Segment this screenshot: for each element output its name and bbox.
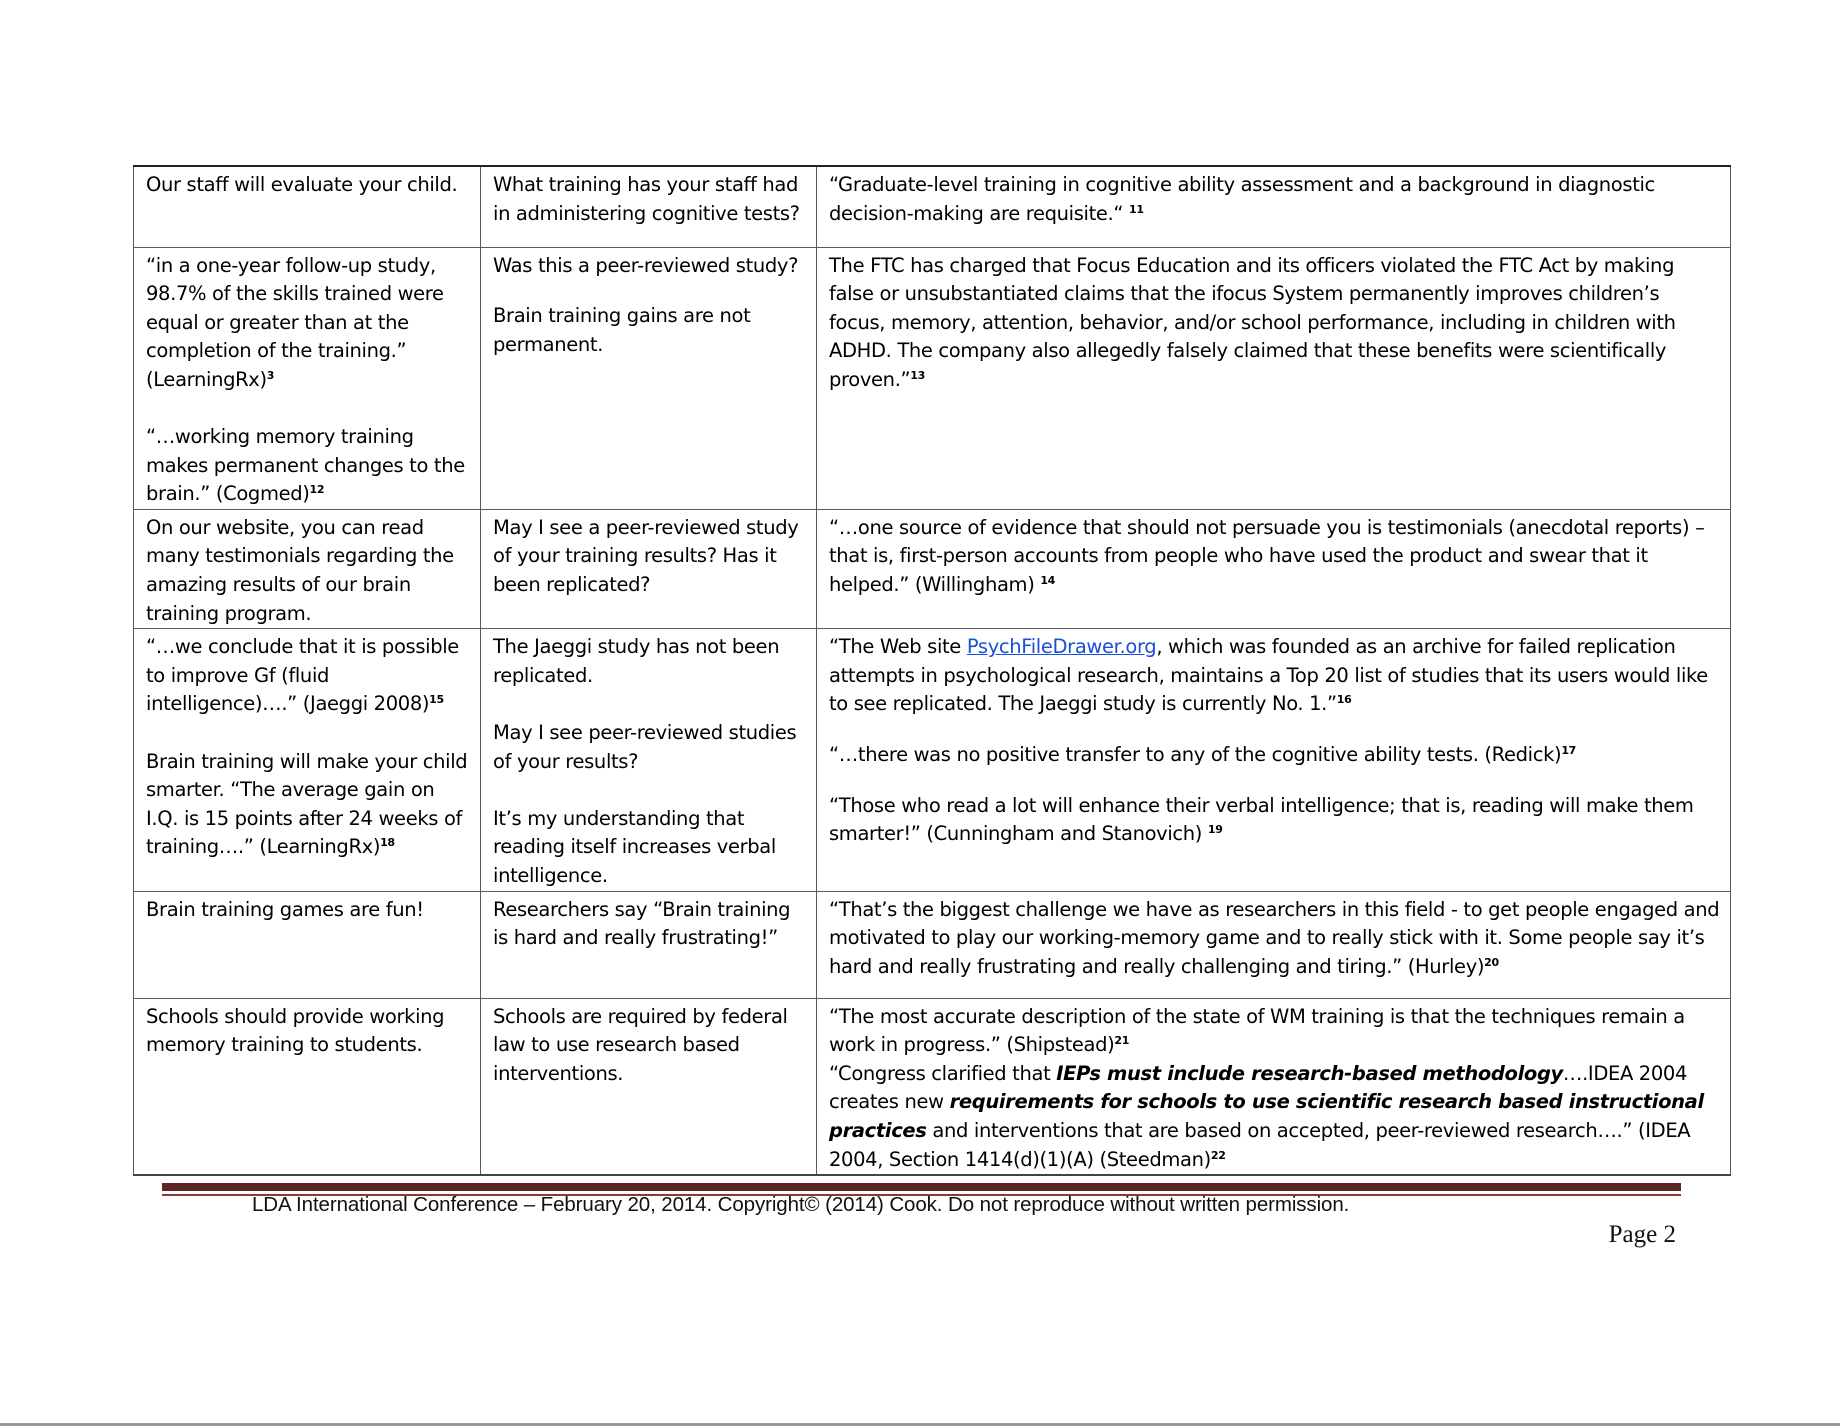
question-cell xyxy=(481,629,817,891)
evidence-text: “The most accurate description of the state of WM training is that the techniques remain a work in progress.” (Shipstead)$^{21}$ xyxy=(829,1004,1685,1057)
evidence-text: “…one source of evidence that should not persuade you is testimonials (anecdotal reports) – that is, first-person accounts from people who have used the product and swear that it helped.” (Willingham) $^{14}$ xyxy=(829,515,1705,597)
claim-cell xyxy=(134,509,481,628)
claim-text: Our staff will evaluate your child. xyxy=(146,173,458,196)
emphasis-text: requirements for schools to use scientific research based instructional practices xyxy=(829,1090,1704,1142)
footnote-ref: 18 xyxy=(380,836,395,850)
table-row xyxy=(134,509,1731,628)
claim-text: “…working memory training makes permanent changes to the brain.” (Cogmed)$^{12}$ xyxy=(146,425,465,506)
footnote-ref: 13 xyxy=(910,368,925,382)
claim-text: “in a one-year follow-up study, 98.7% of the skills trained were equal or greater than at the completion of the training.” (LearningRx)$^3$ xyxy=(146,253,444,391)
table-row xyxy=(134,629,1731,891)
question-cell xyxy=(481,166,817,247)
claim-cell xyxy=(134,891,481,998)
question-text: What training has your staff had in administering cognitive tests? xyxy=(493,173,800,225)
question-text: May I see a peer-reviewed study of your training results? Has it been replicated? xyxy=(493,515,799,597)
question-cell xyxy=(481,247,817,509)
footnote-ref: 3 xyxy=(266,368,275,382)
question-text: Brain training gains are not permanent. xyxy=(493,304,751,356)
evidence-cell xyxy=(817,998,1731,1175)
table-row xyxy=(134,247,1731,509)
evidence-text: “Congress clarified that IEPs must include research-based methodology….IDEA 2004 creates new requirements for schools to use scientific research based instructional practices and interventions that are based on accepted, peer-reviewed research….” (IDEA 2004, Section 1414(d)(1)(A) (Steedman)$^{22}$ xyxy=(829,1061,1704,1171)
claim-text: Brain training will make your child smarter. “The average gain on I.Q. is 15 points after 24 weeks of training….” (LearningRx)$^{18}$ xyxy=(146,749,468,859)
question-text: It’s my understanding that reading itself increases verbal intelligence. xyxy=(493,806,776,887)
psychfiledrawer-link[interactable]: PsychFileDrawer.org xyxy=(966,635,1157,659)
claim-cell xyxy=(134,247,481,509)
evidence-text: “Those who read a lot will enhance their verbal intelligence; that is, reading will make them smarter!” (Cunningham and Stanovich) $^{19}$ xyxy=(829,793,1694,846)
question-cell xyxy=(481,891,817,998)
claims-table xyxy=(133,165,1731,1176)
evidence-text: “…there was no positive transfer to any of the cognitive ability tests. (Redick)$^{17}$ xyxy=(829,743,1576,766)
footnote-ref: 21 xyxy=(1114,1034,1130,1048)
question-text: The Jaeggi study has not been replicated. xyxy=(493,635,780,687)
evidence-cell xyxy=(817,509,1731,628)
question-text: Researchers say “Brain training is hard and really frustrating!” xyxy=(493,897,791,950)
claim-text: Brain training games are fun! xyxy=(146,897,424,921)
footnote-ref: 12 xyxy=(309,483,325,497)
claim-text: On our website, you can read many testimonials regarding the amazing results of our brain training program. xyxy=(146,515,454,625)
claim-text: “…we conclude that it is possible to improve Gf (fluid intelligence)….” (Jaeggi 2008)$^{15}$ xyxy=(146,635,459,716)
footnote-ref: 11 xyxy=(1129,202,1144,216)
page-number: Page 2 xyxy=(1608,1221,1676,1248)
claim-text: Schools should provide working memory training to students. xyxy=(146,1004,445,1057)
table-row xyxy=(134,166,1731,247)
table-row xyxy=(134,891,1731,998)
emphasis-text: IEPs must include research-based methodology xyxy=(1056,1061,1563,1085)
evidence-cell xyxy=(817,891,1731,998)
table-row xyxy=(134,998,1731,1175)
question-text: Was this a peer-reviewed study? xyxy=(493,253,799,277)
evidence-text: “Graduate-level training in cognitive ability assessment and a background in diagnostic decision-making are requisite.“ $^{11}$ xyxy=(829,173,1655,225)
footnote-ref: 15 xyxy=(429,693,444,707)
claim-cell xyxy=(134,629,481,891)
footnote-ref: 22 xyxy=(1210,1148,1226,1162)
footnote-ref: 19 xyxy=(1207,823,1223,837)
footnote-ref: 20 xyxy=(1484,955,1499,969)
question-text: May I see peer-reviewed studies of your results? xyxy=(493,721,797,773)
evidence-text: “The Web site PsychFileDrawer.org, which was founded as an archive for failed replication attempts in psychological research, maintains a Top 20 list of studies that its users would like to see replicated. The Jaeggi study is currently No. 1.”$^{16}$ xyxy=(829,635,1708,716)
claim-cell xyxy=(134,998,481,1175)
footnote-ref: 17 xyxy=(1561,744,1576,757)
evidence-cell xyxy=(817,247,1731,509)
question-text: Schools are required by federal law to use research based interventions. xyxy=(493,1004,788,1085)
footer-rule xyxy=(162,1183,1681,1191)
claim-cell xyxy=(134,166,481,247)
evidence-text: “That’s the biggest challenge we have as researchers in this field - to get people engaged and motivated to play our working-memory game and to really stick with it. Some people say it’s hard and really frustrating and really challenging and tiring.” (Hurley)$^{20}$ xyxy=(829,897,1720,978)
question-cell xyxy=(481,998,817,1175)
footnote-ref: 16 xyxy=(1336,693,1352,707)
evidence-cell xyxy=(817,629,1731,891)
evidence-text: The FTC has charged that Focus Education and its officers violated the FTC Act by making false or unsubstantiated claims that the ifocus System permanently improves children’s focus, memory, attention, behavior, and/or school performance, including in children with ADHD. The company also allegedly falsely claimed that these benefits were scientifically proven.”$^{13}$ xyxy=(829,253,1676,391)
question-cell xyxy=(481,509,817,628)
footnote-ref: 14 xyxy=(1040,574,1055,588)
evidence-cell xyxy=(817,166,1731,247)
footer-copyright: LDA International Conference – February 20, 2014. Copyright© (2014) Cook. Do not reproduce without written permission. xyxy=(252,1193,1350,1216)
